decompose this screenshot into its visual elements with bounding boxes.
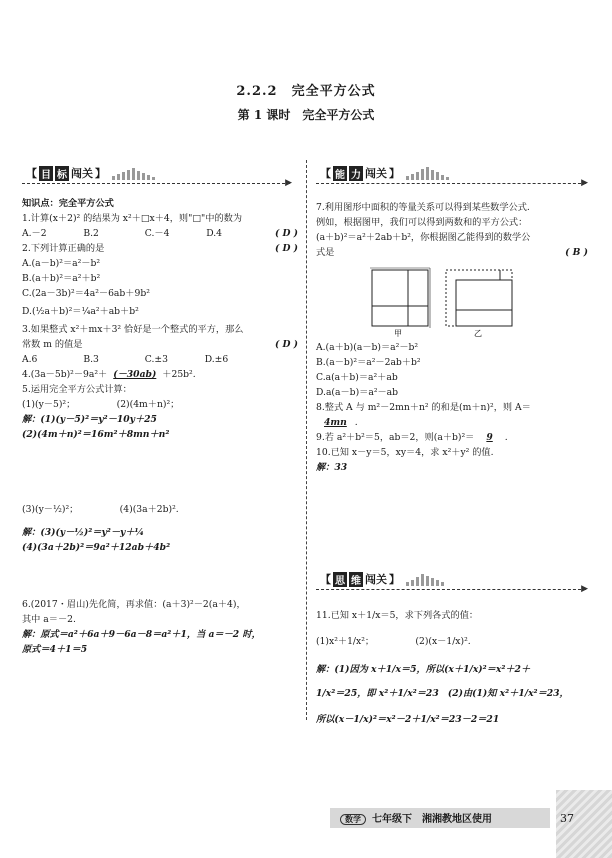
q4: 4.(3a－5b)²－9a²＋ (－30ab) ＋25b². [22, 369, 196, 380]
section-badge: 【 思 维 闯关 】 [316, 570, 404, 588]
q7-option-c: C.a(a＋b)＝a²＋ab [316, 372, 398, 383]
q10-solution: 解：33 [316, 462, 348, 473]
left-column [22, 196, 298, 657]
figure-jia [366, 266, 436, 338]
page-number: 37 [560, 812, 574, 825]
q8-answer: 4mn [324, 417, 347, 428]
q5-stem: 5.运用完全平方公式计算： [22, 384, 132, 395]
q9: 9.若 a²＋b²＝5，ab＝2，则(a＋b)²＝ 9 . [316, 432, 508, 443]
section-header-thinking: 【 思 维 闯关 】 ▶ [316, 570, 586, 594]
footer-subject-badge: 数学 [340, 814, 366, 825]
q2-option-b: B.(a＋b)²＝a²＋b² [22, 273, 101, 284]
q7-option-a: A.(a＋b)(a－b)＝a²－b² [316, 342, 419, 353]
figure-yi [440, 266, 520, 338]
q5-solution-2: (2)(4m＋n)²＝16m²＋8mn＋n² [22, 429, 170, 440]
q10-stem: 10.已知 x－y＝5，xy＝4，求 x²＋y² 的值. [316, 447, 494, 458]
q1-options: A.－2 B.2 C.－4 D.4 [22, 228, 223, 239]
section-title: 2.2.2 完全平方公式 [236, 84, 376, 99]
q6-solution-2: 原式＝4＋1＝5 [22, 644, 88, 655]
q5-solution-1: 解：(1)(y－5)²＝y²－10y＋25 [22, 414, 157, 425]
q8-answer-line: 4mn . [316, 415, 588, 430]
q1-answer: ( D ) [274, 228, 298, 239]
q2-option-d: D.(½a＋b)²＝¼a²＋ab＋b² [22, 306, 139, 317]
q3-stem: 3.如果整式 x²＋mx＋3² 恰好是一个整式的平方，那么 [22, 324, 244, 335]
q2-answer: ( D ) [274, 243, 298, 254]
q5-solution-4: (4)(3a＋2b)²＝9a²＋12ab＋4b² [22, 542, 171, 553]
q7-stem-2: 例如，根据图甲，我们可以得到两数和的平方公式： [316, 217, 528, 228]
q7-answer: ( B ) [565, 247, 588, 258]
right-column-2 [316, 606, 588, 730]
q6-stem-2: 其中 a＝－2. [22, 614, 76, 625]
q11-solution-1: 解：(1)因为 x＋1/x＝5，所以(x＋1/x)²＝x²＋2＋ [316, 664, 531, 675]
q7-option-b: B.(a－b)²＝a²－2ab＋b² [316, 357, 421, 368]
figure-yi-label: 乙 [474, 329, 482, 338]
figure-jia-label: 甲 [394, 329, 402, 338]
q8-stem: 8.整式 A 与 m²－2mn＋n² 的和是(m＋n)²，则 A＝ [316, 402, 531, 413]
decor-bars [112, 166, 155, 180]
section-header-ability: 【 能 力 闯关 】 ▶ [316, 164, 586, 188]
knowledge-point: 知识点：完全平方公式 [22, 198, 114, 209]
q6-solution-1: 解：原式＝a²＋6a＋9－6a－8＝a²＋1，当 a＝－2 时， [22, 629, 261, 640]
q11-solution-3: 所以(x－1/x)²＝x²－2＋1/x²＝23－2＝21 [316, 714, 500, 725]
q4-answer: (－30ab) [113, 369, 157, 380]
q5-solution-3: 解：(3)(y－½)²＝y²－y＋¼ [22, 527, 145, 538]
footer-text: 数学 七年级下 湘湘教地区使用 [340, 810, 492, 825]
q2-option-a: A.(a－b)²＝a²－b² [22, 258, 101, 269]
section-badge: 【 目 标 闯关 】 [22, 164, 110, 182]
q2-option-c: C.(2a－3b)²＝4a²－6ab＋9b² [22, 288, 150, 299]
q3-stem-2: 常数 m 的值是 ( D ) [22, 339, 298, 350]
section-header-target: 【 目 标 闯关 】 ▶ [22, 164, 290, 188]
q5-parts-2: (3)(y－½)²； (4)(3a＋2b)². [22, 504, 179, 515]
q6-stem: 6.(2017・眉山)先化简，再求值：(a＋3)²－2(a＋4)， [22, 599, 246, 610]
q7-stem-3: (a＋b)²＝a²＋2ab＋b²，你根据图乙能得到的数学公 [316, 232, 531, 243]
q1-stem: 1.计算(x＋2)² 的结果为 x²＋□x＋4，则"□"中的数为 [22, 213, 243, 224]
q11-stem: 11.已知 x＋1/x＝5，求下列各式的值： [316, 610, 479, 621]
q9-answer: 9 [486, 432, 493, 443]
q7-option-d: D.a(a－b)＝a²－ab [316, 387, 399, 398]
decor-bars [406, 166, 449, 180]
q3-options: A.6 B.3 C.±3 D.±6 [22, 354, 229, 365]
q3-answer: ( D ) [274, 339, 298, 350]
section-badge: 【 能 力 闯关 】 [316, 164, 404, 182]
q2-stem: 2.下列计算正确的是 ( D ) [22, 243, 298, 254]
q11-solution-2: 1/x²＝25，即 x²＋1/x²＝23 (2)由(1)知 x²＋1/x²＝23， [316, 688, 569, 699]
decor-bars [406, 572, 444, 586]
q11-parts: (1)x²＋1/x²； (2)(x－1/x)². [316, 636, 471, 647]
q7-stem-1: 7.利用图形中面积的等量关系可以得到某些数学公式. [316, 202, 530, 213]
column-divider [306, 160, 307, 720]
q7-stem-4: 式是 ( B ) [316, 247, 588, 258]
q5-parts-1: (1)(y－5)²； (2)(4m＋n)²； [22, 399, 180, 410]
lesson-title: 第 1 课时 完全平方公式 [237, 108, 375, 122]
